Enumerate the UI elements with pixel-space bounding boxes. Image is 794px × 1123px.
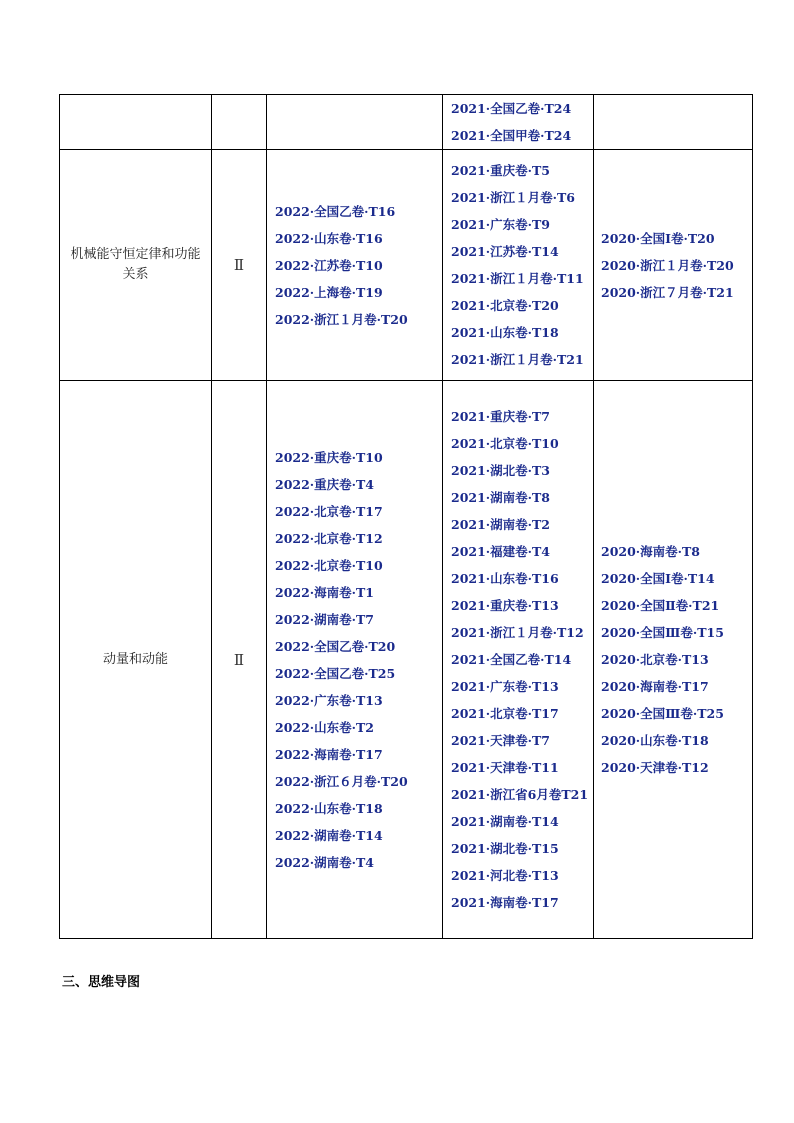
exam-entry: 2021·重庆卷·T13: [451, 598, 559, 613]
exam-entry: 2021·重庆卷·T5: [451, 163, 550, 178]
exam-entry: 2020·全国Ⅱ卷·T21: [601, 598, 720, 613]
exam-entry: 2021·全国乙卷·T14: [451, 652, 572, 667]
exam-entry: 2021·浙江１月卷·T6: [451, 190, 575, 205]
topic-cell: [60, 150, 212, 381]
exam-entry: 2021·湖北卷·T15: [451, 841, 559, 856]
exam-entry: 2021·浙江１月卷·T12: [451, 625, 584, 640]
year-2022-cell: [267, 150, 443, 381]
exam-entry: 2021·全国乙卷·T24: [451, 101, 572, 116]
table-row: [60, 95, 753, 150]
exam-entry: 2022·全国乙卷·T20: [275, 638, 396, 654]
year-2020-cell: [594, 381, 753, 939]
entry-list: [267, 444, 442, 876]
exam-entry: 2020·全国Ⅰ卷·T20: [601, 230, 715, 246]
exam-entry: 2022·湖南卷·T7: [275, 611, 374, 627]
exam-entry: 2021·湖南卷·T2: [451, 517, 550, 532]
exam-entry: 2021·浙江省6月卷T21: [451, 787, 589, 802]
year-2022-cell: [267, 95, 443, 150]
exam-entry: 2021·山东卷·T18: [451, 325, 559, 340]
year-2021-cell: [443, 150, 594, 381]
entry-list: [443, 403, 593, 916]
exam-entry: 2021·天津卷·T7: [451, 733, 550, 748]
topic-label: 机械能守恒定律和功能关系: [70, 247, 201, 282]
exam-entry: 2021·广东卷·T13: [451, 679, 559, 694]
exam-entry: 2021·重庆卷·T7: [451, 409, 550, 424]
exam-entry: 2021·福建卷·T4: [451, 544, 550, 559]
exam-entry: 2022·湖南卷·T4: [275, 854, 374, 870]
entry-list: [267, 198, 442, 333]
exam-entry: 2021·江苏卷·T14: [451, 244, 559, 259]
year-2022-cell: [267, 381, 443, 939]
exam-entry: 2021·湖北卷·T3: [451, 463, 550, 478]
exam-entry: 2021·湖南卷·T14: [451, 814, 559, 829]
exam-entry: 2022·广东卷·T13: [275, 692, 383, 708]
exam-entry: 2021·浙江１月卷·T21: [451, 352, 584, 367]
entry-list: [594, 538, 752, 781]
exam-entry: 2022·山东卷·T16: [275, 230, 383, 246]
exam-entry: 2022·全国乙卷·T16: [275, 203, 396, 219]
entry-list: [594, 225, 752, 306]
exam-entry: 2022·海南卷·T17: [275, 746, 383, 762]
topic-cell: 动量和动能: [60, 381, 212, 939]
year-2021-cell: [443, 95, 594, 150]
exam-entry: 2022·重庆卷·T4: [275, 476, 374, 492]
exam-entry: 2021·山东卷·T16: [451, 571, 559, 586]
exam-entry: 2020·浙江１月卷·T20: [601, 257, 734, 273]
exam-entry: 2022·山东卷·T2: [275, 719, 374, 735]
exam-entry: 2022·山东卷·T18: [275, 800, 383, 816]
topic-cell: [60, 95, 212, 150]
exam-entry: 2020·海南卷·T8: [601, 544, 700, 559]
exam-entry: 2020·山东卷·T18: [601, 733, 709, 748]
entry-list: [443, 157, 593, 373]
exam-entry: 2022·浙江１月卷·T20: [275, 311, 408, 327]
exam-entry: 2022·北京卷·T10: [275, 557, 383, 573]
year-2021-cell: [443, 381, 594, 939]
exam-entry: 2020·浙江７月卷·T21: [601, 284, 734, 300]
exam-entry: 2020·北京卷·T13: [601, 652, 709, 667]
section-heading: 三、思维导图: [62, 975, 141, 990]
exam-entry: 2022·湖南卷·T14: [275, 827, 383, 843]
exam-entry: 2021·天津卷·T11: [451, 760, 559, 775]
level-cell: Ⅱ: [212, 381, 267, 939]
exam-entry: 2021·浙江１月卷·T11: [451, 271, 584, 286]
exam-entry: 2020·天津卷·T12: [601, 760, 709, 775]
exam-entry: 2020·全国Ⅲ卷·T15: [601, 625, 724, 640]
exam-entry: 2022·海南卷·T1: [275, 584, 374, 600]
table-row: [60, 150, 753, 381]
exam-entry: 2021·全国甲卷·T24: [451, 128, 572, 143]
exam-entry: 2021·河北卷·T13: [451, 868, 559, 883]
level-cell: [212, 95, 267, 150]
exam-entry: 2021·北京卷·T17: [451, 706, 559, 721]
exam-entry: 2021·北京卷·T10: [451, 436, 559, 451]
exam-entry: 2021·湖南卷·T8: [451, 490, 550, 505]
exam-entry: 2022·浙江６月卷·T20: [275, 773, 408, 789]
level-cell: Ⅱ: [212, 150, 267, 381]
exam-entry: 2021·海南卷·T17: [451, 895, 559, 910]
year-2020-cell: [594, 95, 753, 150]
exam-entry: 2022·重庆卷·T10: [275, 449, 383, 465]
year-2020-cell: [594, 150, 753, 381]
exam-entry: 2020·海南卷·T17: [601, 679, 709, 694]
exam-entry: 2020·全国Ⅲ卷·T25: [601, 706, 724, 721]
exam-entry: 2022·北京卷·T12: [275, 530, 383, 546]
exam-entry: 2020·全国Ⅰ卷·T14: [601, 571, 715, 586]
entry-list: [443, 95, 593, 149]
exam-frequency-table: [59, 94, 753, 939]
exam-entry: 2021·北京卷·T20: [451, 298, 559, 313]
exam-entry: 2021·广东卷·T9: [451, 217, 550, 232]
table-row: [60, 381, 753, 939]
exam-entry: 2022·上海卷·T19: [275, 284, 383, 300]
exam-entry: 2022·江苏卷·T10: [275, 257, 383, 273]
exam-entry: 2022·北京卷·T17: [275, 503, 383, 519]
exam-entry: 2022·全国乙卷·T25: [275, 665, 396, 681]
